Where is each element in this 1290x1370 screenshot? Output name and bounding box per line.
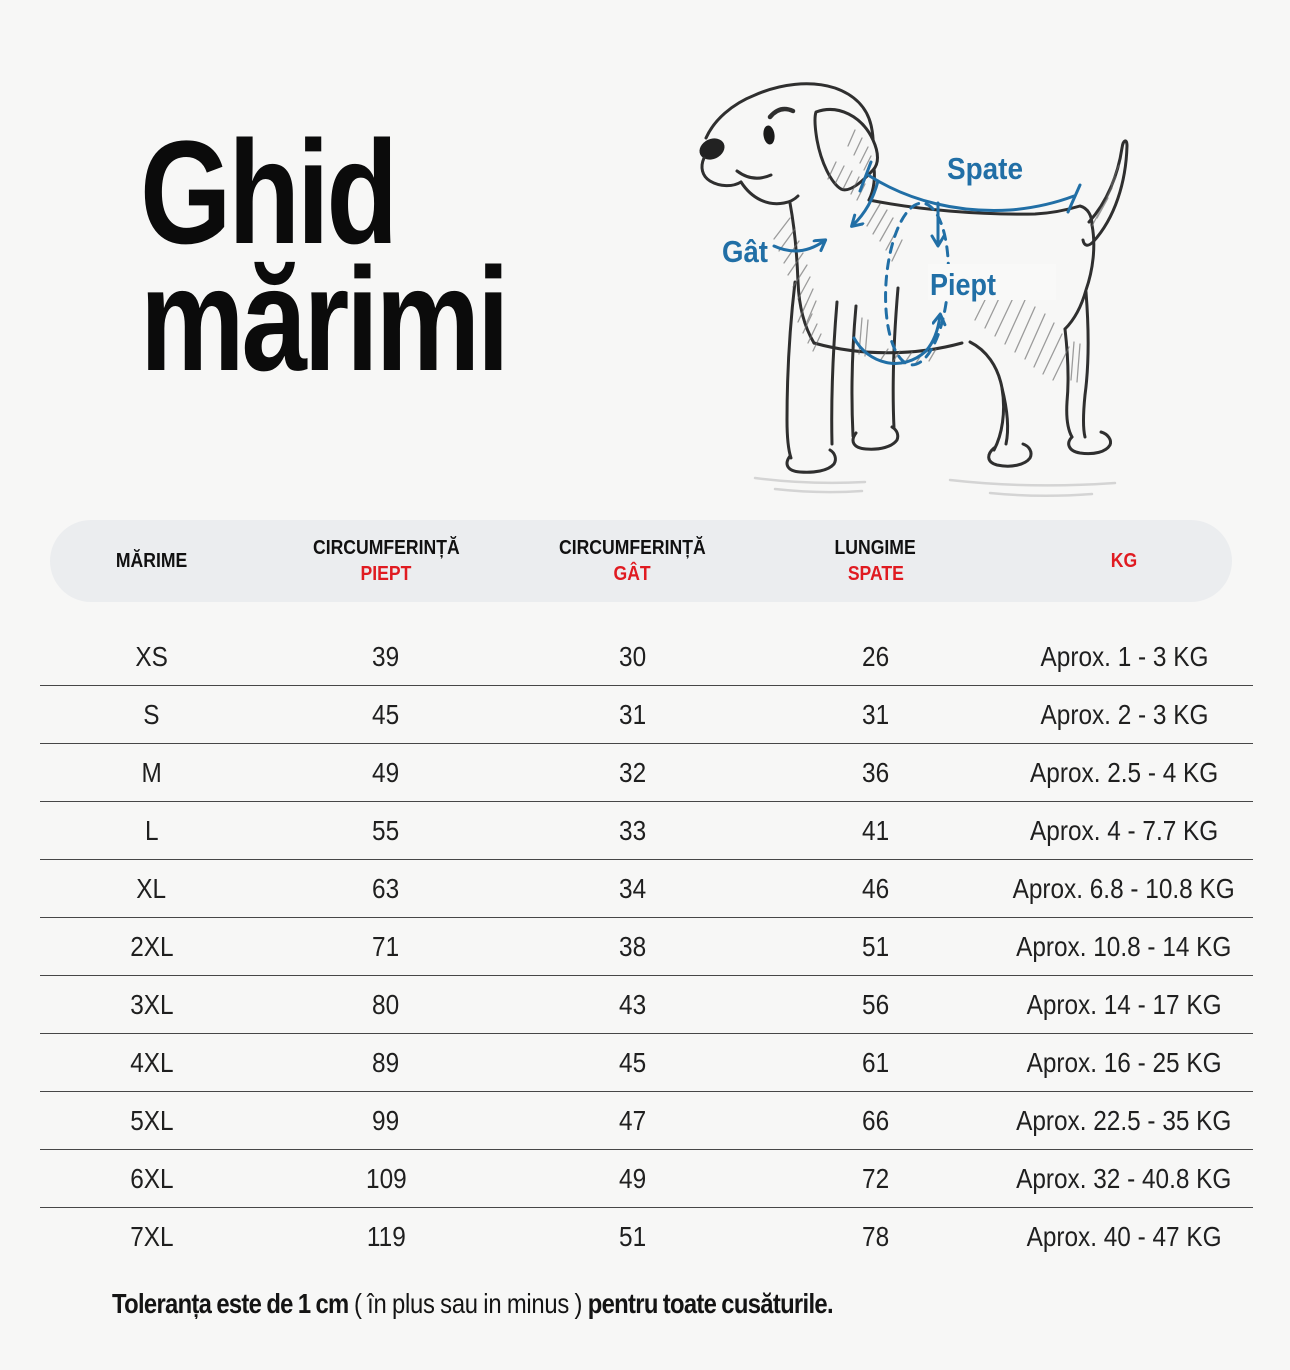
cell-kg: Aprox. 40 - 47 KG bbox=[1026, 1220, 1222, 1252]
tolerance-note-bold-end: pentru toate cusăturile. bbox=[587, 1288, 833, 1319]
cell-gat: 30 bbox=[618, 640, 647, 672]
cell-spate: 78 bbox=[861, 1220, 890, 1252]
cell-piept: 39 bbox=[372, 640, 400, 672]
cell-kg: Aprox. 10.8 - 14 KG bbox=[1016, 930, 1232, 962]
cell-gat: 31 bbox=[618, 698, 647, 730]
cell-spate: 46 bbox=[861, 872, 890, 904]
cell-spate: 56 bbox=[861, 988, 890, 1020]
cell-kg: Aprox. 16 - 25 KG bbox=[1026, 1046, 1222, 1078]
cell-gat: 43 bbox=[618, 988, 647, 1020]
cell-size: 2XL bbox=[129, 930, 174, 962]
diagram-label-piept: Piept bbox=[930, 267, 996, 302]
cell-piept: 45 bbox=[372, 698, 400, 730]
cell-gat: 51 bbox=[618, 1220, 647, 1252]
table-row bbox=[40, 859, 1253, 917]
cell-piept: 55 bbox=[372, 814, 400, 846]
cell-gat: 47 bbox=[618, 1104, 647, 1136]
table-row bbox=[40, 975, 1253, 1033]
cell-gat: 34 bbox=[618, 872, 647, 904]
cell-kg: Aprox. 4 - 7.7 KG bbox=[1029, 814, 1219, 846]
table-row bbox=[40, 1207, 1253, 1265]
header-marime: MĂRIME bbox=[115, 550, 188, 572]
cell-size: XS bbox=[135, 640, 168, 672]
table-header bbox=[40, 520, 1253, 602]
cell-spate: 72 bbox=[861, 1162, 890, 1194]
cell-size: 3XL bbox=[129, 988, 174, 1020]
cell-piept: 80 bbox=[372, 988, 400, 1020]
cell-spate: 66 bbox=[861, 1104, 890, 1136]
cell-spate: 26 bbox=[861, 640, 890, 672]
cell-kg: Aprox. 2.5 - 4 KG bbox=[1029, 756, 1219, 788]
page-title-line2: mărimi bbox=[140, 238, 507, 402]
cell-kg: Aprox. 1 - 3 KG bbox=[1040, 640, 1208, 672]
cell-size: L bbox=[144, 814, 159, 846]
dog-illustration bbox=[640, 50, 1270, 510]
cell-size: 6XL bbox=[129, 1162, 174, 1194]
table-row bbox=[40, 1091, 1253, 1149]
cell-size: 7XL bbox=[129, 1220, 174, 1252]
page-title-line1: Ghid bbox=[140, 111, 396, 275]
cell-piept: 89 bbox=[372, 1046, 400, 1078]
cell-gat: 38 bbox=[618, 930, 647, 962]
diagram-label-spate: Spate bbox=[947, 151, 1023, 186]
neck-arrow bbox=[774, 241, 824, 251]
cell-gat: 49 bbox=[618, 1162, 647, 1194]
header-circumferinta-gat: CIRCUMFERINȚĂ GÂT bbox=[559, 537, 706, 585]
cell-spate: 31 bbox=[861, 698, 890, 730]
header-kg: KG bbox=[1110, 550, 1138, 572]
cell-gat: 33 bbox=[618, 814, 647, 846]
cell-spate: 36 bbox=[861, 756, 890, 788]
cell-size: 5XL bbox=[129, 1104, 174, 1136]
cell-kg: Aprox. 14 - 17 KG bbox=[1026, 988, 1222, 1020]
cell-piept: 119 bbox=[366, 1220, 406, 1252]
table-row bbox=[40, 743, 1253, 801]
tolerance-note bbox=[112, 1288, 1030, 1320]
cell-kg: Aprox. 22.5 - 35 KG bbox=[1016, 1104, 1232, 1136]
size-table bbox=[40, 628, 1253, 1265]
cell-size: M bbox=[141, 756, 162, 788]
cell-piept: 49 bbox=[372, 756, 400, 788]
table-row bbox=[40, 917, 1253, 975]
ground-shadow bbox=[755, 478, 1115, 496]
table-row bbox=[40, 1149, 1253, 1207]
cell-spate: 41 bbox=[861, 814, 890, 846]
cell-gat: 45 bbox=[618, 1046, 647, 1078]
cell-spate: 51 bbox=[861, 930, 890, 962]
cell-piept: 71 bbox=[372, 930, 400, 962]
header-lungime-spate: LUNGIME SPATE bbox=[834, 537, 917, 585]
cell-kg: Aprox. 6.8 - 10.8 KG bbox=[1012, 872, 1236, 904]
cell-kg: Aprox. 2 - 3 KG bbox=[1040, 698, 1208, 730]
table-row bbox=[40, 801, 1253, 859]
table-row bbox=[40, 685, 1253, 743]
cell-piept: 99 bbox=[372, 1104, 400, 1136]
cell-size: S bbox=[143, 698, 160, 730]
header-circumferinta-piept: CIRCUMFERINȚĂ PIEPT bbox=[312, 537, 460, 585]
cell-gat: 32 bbox=[618, 756, 647, 788]
table-row bbox=[40, 1033, 1253, 1091]
dog-outline bbox=[696, 84, 1127, 472]
diagram-label-gat: Gât bbox=[722, 234, 768, 269]
cell-spate: 61 bbox=[861, 1046, 890, 1078]
cell-piept: 109 bbox=[365, 1162, 407, 1194]
cell-kg: Aprox. 32 - 40.8 KG bbox=[1016, 1162, 1232, 1194]
cell-size: 4XL bbox=[129, 1046, 174, 1078]
tolerance-note-bold-start: Toleranța este de 1 cm bbox=[112, 1288, 349, 1319]
tolerance-note-regular: ( în plus sau in minus ) bbox=[348, 1288, 588, 1319]
cell-size: XL bbox=[136, 872, 167, 904]
table-row bbox=[40, 628, 1253, 685]
dog-sketch-icon bbox=[640, 50, 1270, 510]
cell-piept: 63 bbox=[372, 872, 400, 904]
